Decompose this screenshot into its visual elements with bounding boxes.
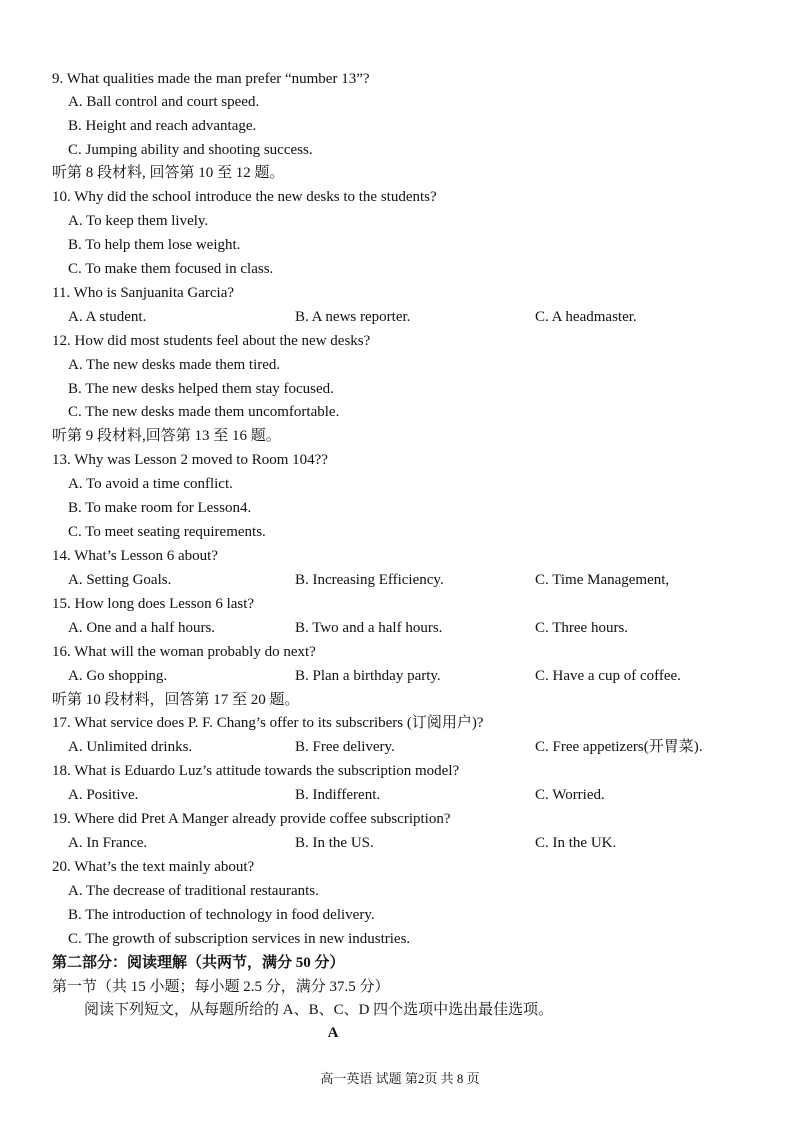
q18 bbox=[0, 759, 800, 783]
option-b: B. Free delivery. bbox=[295, 739, 395, 755]
q11 bbox=[0, 281, 800, 305]
option-a: A. The decrease of traditional restaurants. bbox=[68, 883, 319, 899]
q11-options-row bbox=[0, 305, 800, 329]
q12 bbox=[0, 329, 800, 353]
q9 bbox=[0, 67, 800, 91]
q13-option-b-row bbox=[0, 496, 800, 520]
option-c: C. To meet seating requirements. bbox=[68, 524, 266, 540]
q9-option-b-row bbox=[0, 114, 800, 138]
page-footer: 高一英语 试题 第2页 共 8 页 bbox=[320, 1071, 480, 1086]
question-stem: 9. What qualities made the man prefer “number 13”? bbox=[52, 71, 370, 87]
option-a: A. To avoid a time conflict. bbox=[68, 476, 233, 492]
part2-instruction-row bbox=[0, 998, 800, 1022]
option-c: C. The growth of subscription services in new industries. bbox=[68, 931, 411, 947]
reading-instruction: 阅读下列短文，从每题所给的 A、B、C、D 四个选项中选出最佳选项。 bbox=[84, 1002, 554, 1018]
question-stem: 11. Who is Sanjuanita Garcia? bbox=[52, 285, 235, 301]
question-stem: 12. How did most students feel about the new desks? bbox=[52, 333, 371, 349]
question-stem: 14. What’s Lesson 6 about? bbox=[52, 548, 218, 564]
option-a: A. One and a half hours. bbox=[68, 620, 216, 636]
section-9-instruction bbox=[0, 424, 800, 448]
option-a: A. To keep them lively. bbox=[68, 213, 209, 229]
q9-option-c-row bbox=[0, 138, 800, 162]
q9-option-a-row bbox=[0, 90, 800, 114]
option-b: B. The introduction of technology in food delivery. bbox=[68, 907, 375, 923]
option-c: C. Free appetizers(开胃菜). bbox=[535, 739, 703, 755]
q15-options-row bbox=[0, 616, 800, 640]
option-b: B. To help them lose weight. bbox=[68, 237, 241, 253]
q12-option-b-row bbox=[0, 377, 800, 401]
option-b: B. Increasing Efficiency. bbox=[295, 572, 444, 588]
q20-option-a-row bbox=[0, 879, 800, 903]
option-a: A. Unlimited drinks. bbox=[68, 739, 193, 755]
part-title: 第二部分：阅读理解（共两节，满分 50 分） bbox=[52, 955, 345, 971]
option-b: B. To make room for Lesson4. bbox=[68, 500, 252, 516]
section-text: 听第 10 段材料，回答第 17 至 20 题。 bbox=[52, 692, 300, 708]
option-c: C. To make them focused in class. bbox=[68, 261, 274, 277]
section-10-instruction bbox=[0, 688, 800, 712]
question-stem: 17. What service does P. F. Chang’s offer to its subscribers (订阅用户)? bbox=[52, 715, 484, 731]
option-c: C. Time Management, bbox=[535, 572, 670, 588]
q12-option-a-row bbox=[0, 353, 800, 377]
q20-option-b-row bbox=[0, 903, 800, 927]
option-b: B. In the US. bbox=[295, 835, 374, 851]
q17 bbox=[0, 711, 800, 735]
section-title: 第一节（共 15 小题；每小题 2.5 分，满分 37.5 分） bbox=[52, 979, 390, 995]
question-stem: 15. How long does Lesson 6 last? bbox=[52, 596, 255, 612]
q18-options-row bbox=[0, 783, 800, 807]
option-a: A. A student. bbox=[68, 309, 147, 325]
option-a: A. Ball control and court speed. bbox=[68, 94, 260, 110]
option-a: A. In France. bbox=[68, 835, 148, 851]
question-stem: 10. Why did the school introduce the new desks to the students? bbox=[52, 189, 437, 205]
part2-section1-row bbox=[0, 975, 800, 999]
q10 bbox=[0, 185, 800, 209]
option-c: C. Three hours. bbox=[535, 620, 629, 636]
option-c: C. Worried. bbox=[535, 787, 605, 803]
option-b: B. Height and reach advantage. bbox=[68, 118, 257, 134]
option-b: B. The new desks helped them stay focused. bbox=[68, 381, 334, 397]
option-a: A. Positive. bbox=[68, 787, 139, 803]
option-c: C. The new desks made them uncomfortable. bbox=[68, 404, 340, 420]
section-text: 听第 8 段材料, 回答第 10 至 12 题。 bbox=[52, 165, 285, 181]
q14 bbox=[0, 544, 800, 568]
section-8-instruction bbox=[0, 161, 800, 185]
option-b: B. Indifferent. bbox=[295, 787, 381, 803]
question-stem: 16. What will the woman probably do next? bbox=[52, 644, 316, 660]
passage-label: A bbox=[327, 1025, 339, 1041]
section-text: 听第 9 段材料,回答第 13 至 16 题。 bbox=[52, 428, 281, 444]
option-b: B. Two and a half hours. bbox=[295, 620, 443, 636]
question-stem: 18. What is Eduardo Luz’s attitude towards the subscription model? bbox=[52, 763, 460, 779]
q12-option-c-row bbox=[0, 400, 800, 424]
q13 bbox=[0, 448, 800, 472]
q19 bbox=[0, 807, 800, 831]
option-c: C. A headmaster. bbox=[535, 309, 637, 325]
option-a: A. Setting Goals. bbox=[68, 572, 172, 588]
q16 bbox=[0, 640, 800, 664]
option-c: C. In the UK. bbox=[535, 835, 617, 851]
q17-options-row bbox=[0, 735, 800, 759]
question-stem: 20. What’s the text mainly about? bbox=[52, 859, 255, 875]
q20-option-c-row bbox=[0, 927, 800, 951]
question-stem: 13. Why was Lesson 2 moved to Room 104?? bbox=[52, 452, 328, 468]
q15 bbox=[0, 592, 800, 616]
option-c: C. Have a cup of coffee. bbox=[535, 668, 681, 684]
q20 bbox=[0, 855, 800, 879]
q16-options-row bbox=[0, 664, 800, 688]
option-a: A. The new desks made them tired. bbox=[68, 357, 281, 373]
q13-option-c-row bbox=[0, 520, 800, 544]
part2-title-row bbox=[0, 951, 800, 975]
question-stem: 19. Where did Pret A Manger already provide coffee subscription? bbox=[52, 811, 451, 827]
q19-options-row bbox=[0, 831, 800, 855]
q10-option-a-row bbox=[0, 209, 800, 233]
option-b: B. A news reporter. bbox=[295, 309, 411, 325]
q13-option-a-row bbox=[0, 472, 800, 496]
option-c: C. Jumping ability and shooting success. bbox=[68, 142, 313, 158]
q10-option-b-row bbox=[0, 233, 800, 257]
q14-options-row bbox=[0, 568, 800, 592]
option-a: A. Go shopping. bbox=[68, 668, 168, 684]
option-b: B. Plan a birthday party. bbox=[295, 668, 441, 684]
q10-option-c-row bbox=[0, 257, 800, 281]
